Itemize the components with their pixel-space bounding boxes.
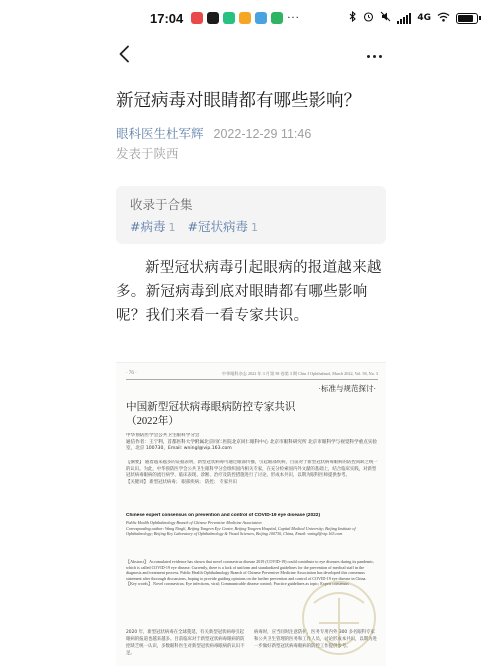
notification-app-icon xyxy=(207,12,219,24)
doc-abstract-cn: 【摘要】 随着越来越多的证据表明，新型冠状病毒可通过眼部传播，引起眼部疾病，目前对于新型冠状病毒眼病的防控尚缺乏统一的认识。为此，中华预防医学会公共卫生眼科学分会组织国内相关专家，在充分检索国内外文献的基础上，结合临床实践，对新型冠状病毒眼病的流行病学、临床表现、诊断、治疗及防控措施进行了讨论，形成本共识，以期为眼科医师提供参考。 【关键词】 新型冠状病毒； 眼部疾病； 防控； 专家共识 xyxy=(126,460,378,485)
publish-location: 发表于陕西 xyxy=(116,146,179,161)
notification-app-icon xyxy=(239,12,251,24)
alarm-icon xyxy=(363,11,374,25)
status-bar xyxy=(0,0,500,36)
tag-label: #病毒 xyxy=(130,219,166,234)
doc-title xyxy=(126,401,378,429)
collection-tags xyxy=(130,218,372,237)
article-body: 新型冠状病毒引起眼病的报道越来越多。新冠病毒到底对眼睛都有哪些影响呢？我们来看一看专家共识。 xyxy=(116,260,382,324)
doc-header-rule xyxy=(126,379,378,380)
notification-app-icon xyxy=(255,12,267,24)
seal-watermark-icon xyxy=(294,563,384,666)
doc-title-line1: 中国新型冠状病毒眼病防控专家共识 xyxy=(126,402,296,413)
status-more-dots: ··· xyxy=(287,12,300,24)
bluetooth-icon xyxy=(349,11,357,25)
doc-body-right-column: 病毒时，应当同时注意防护，医务专用内外 300 多名眼科专家和公共卫生管理的医务和工作人员，讨论形成本共识，以期为进一步做好新型冠状病毒眼病的防控工作提供参考。 xyxy=(254,630,377,649)
doc-affiliation-en: Public Health Ophthalmology Branch of Chinese Preventive Medicine Association Corresponding author: Wang Ningli, Beijing Tongren Eye Center, Beijing Tongren Hospital, Capital Medical University; Beijing Institute of Ophthalmology; Beijing Key Laboratory of Ophthalmology & Visual Sciences, Beijing 100730, China, Email: wningl@vip.163.com xyxy=(126,520,356,537)
doc-section-label: ·标准与规范探讨· xyxy=(318,384,376,393)
notification-app-icon xyxy=(223,12,235,24)
collection-label: 收录于合集 xyxy=(130,197,193,212)
doc-journal-header: 中华眼科杂志 2022 年 3 月第 58 卷第 3 期 Chin J Ophthalmol, March 2022, Vol. 58, No. 3 xyxy=(221,371,378,376)
notification-app-icon xyxy=(271,12,283,24)
battery-icon xyxy=(456,13,478,24)
doc-affiliation: 中华预防医学会公共卫生眼科学分会 通信作者：王宁利，首都医科大学附属北京同仁医院北京同仁眼科中心 北京市眼科研究所 北京市眼科学与视觉科学重点实验室，北京 100730，Email: wningl@vip.163.com xyxy=(126,433,377,451)
tag-count: 1 xyxy=(168,221,176,234)
doc-body-left-column: 2020 年，新型冠状病毒在全球蔓延，有关新型冠状病毒引起眼病的报道也越来越多。目前临床对于新型冠状病毒眼病的防控缺乏统一认识，多数眼科医生对新型冠状病毒眼病的认识不足。 xyxy=(126,630,245,656)
more-button[interactable] xyxy=(360,42,388,70)
doc-title-en: Chinese expert consensus on prevention and control of COVID-19 eye disease (2022) xyxy=(126,513,321,518)
doc-page-number: · 76 · xyxy=(126,371,137,376)
collection-card xyxy=(116,186,386,244)
tag-label: #冠状病毒 xyxy=(187,219,248,234)
author-link[interactable]: 眼科医生杜军辉 xyxy=(116,126,204,141)
status-time: 17:04 xyxy=(150,10,184,26)
status-app-icons xyxy=(191,12,283,24)
network-type: 4G xyxy=(417,13,431,23)
article xyxy=(116,88,386,328)
signal-icon xyxy=(397,13,411,24)
doc-title-line2: （2022年） xyxy=(126,416,179,427)
chevron-left-icon xyxy=(118,45,130,67)
tag-count: 1 xyxy=(250,221,258,234)
notification-app-icon xyxy=(191,12,203,24)
nav-bar xyxy=(0,38,500,74)
status-right-icons xyxy=(349,11,478,25)
article-meta xyxy=(116,124,386,144)
publish-date: 2022-12-29 11:46 xyxy=(213,127,312,141)
back-button[interactable] xyxy=(110,42,138,70)
doc-abstract-en: 【Abstract】 Accumulated evidence has shown that novel coronavirus disease 2019 (COVID-19) could contribute to eye diseases during its pandemic, which is called COVID-19 eye disease. Currently, there is a lack of uniform and standardized guidelines for the prevention of medical staff in the diagnosis and treatment process. Public Health Ophthalmology Branch of Chinese Preventive Medicine Association has developed this consensus statement after thorough discussions, hoping to provide guiding opinions on the further prevention and control of COVID-19 eye disease in China. 【Key words】 Novel coronavirus; Eye infections, viral; Communicable disease control; Practice guidelines as topic; Expert consensus xyxy=(126,559,375,587)
tag-virus[interactable] xyxy=(130,218,175,237)
wifi-icon xyxy=(437,12,450,25)
article-document-image[interactable] xyxy=(116,362,386,666)
tag-coronavirus[interactable] xyxy=(187,218,257,237)
article-title: 新冠病毒对眼睛都有哪些影响？ xyxy=(116,91,361,111)
more-dots-icon xyxy=(367,55,370,58)
battery-level xyxy=(458,15,473,22)
mute-icon xyxy=(380,11,391,25)
